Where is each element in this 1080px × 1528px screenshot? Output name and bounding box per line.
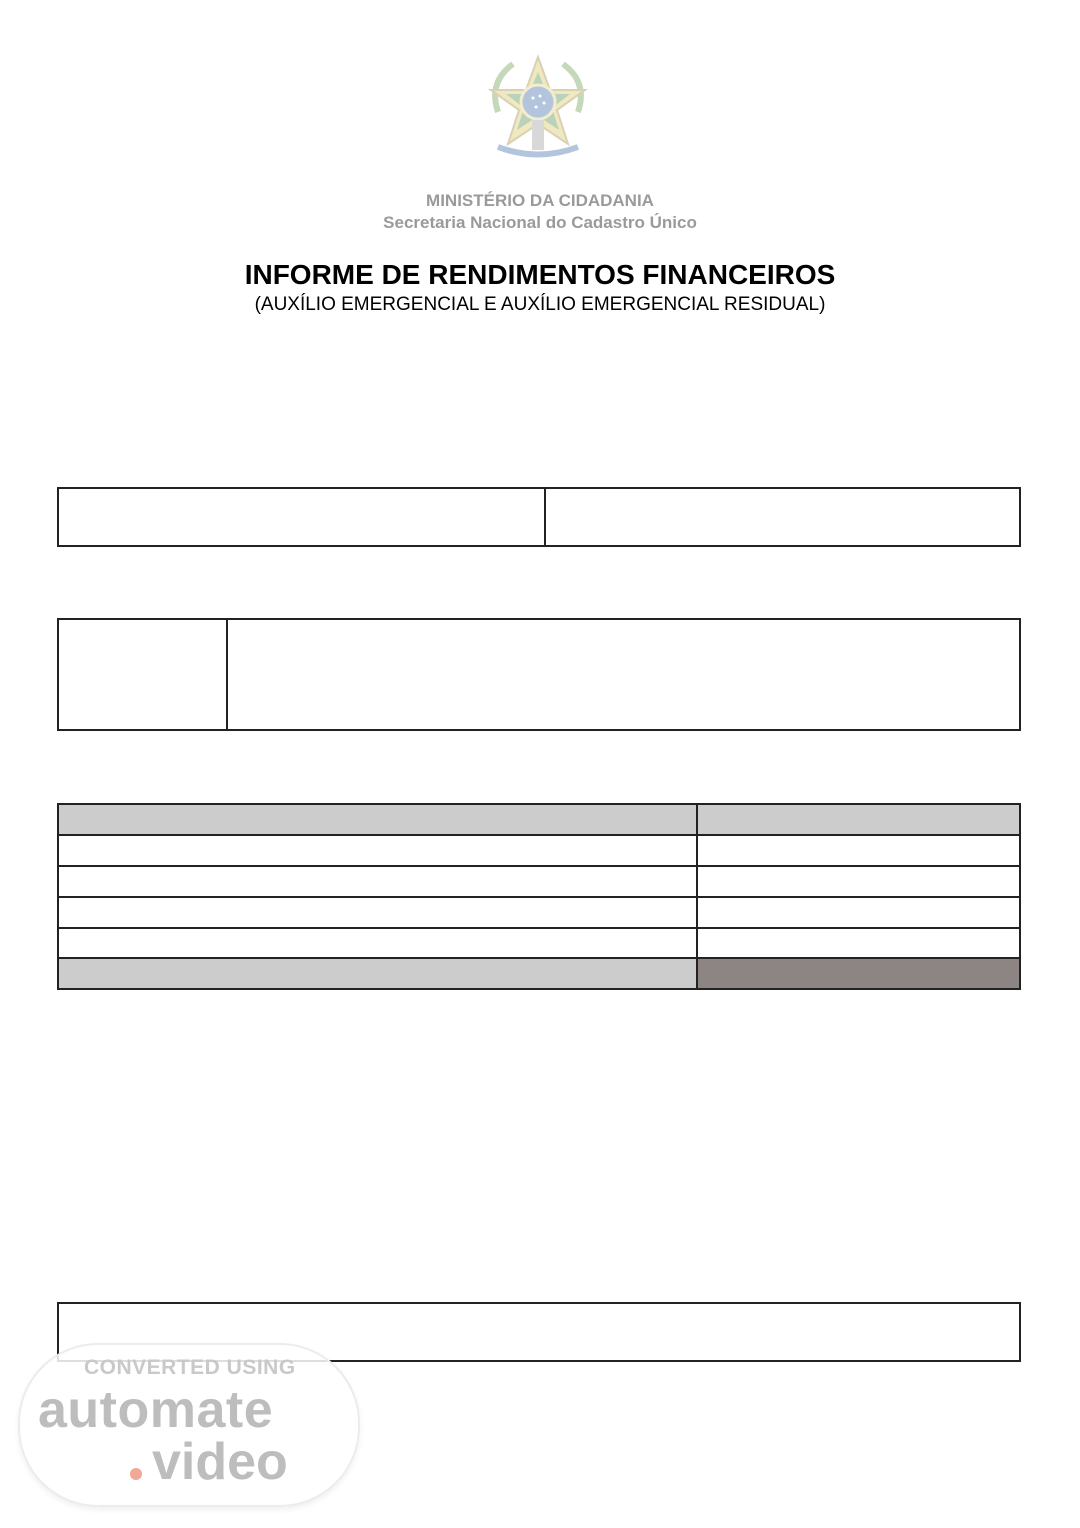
coat-of-arms-emblem xyxy=(478,52,598,167)
table-header-row xyxy=(59,805,1019,834)
secretariat-name: Secretaria Nacional do Cadastro Único xyxy=(383,213,697,232)
watermark-dot xyxy=(130,1468,142,1480)
ministry-name: MINISTÉRIO DA CIDADANIA xyxy=(426,191,654,210)
table-row-divider xyxy=(57,865,1021,867)
beneficiary-info-box xyxy=(57,487,1021,547)
watermark-caption: CONVERTED USING xyxy=(84,1356,296,1379)
table-row-divider xyxy=(57,927,1021,929)
source-info-divider xyxy=(226,618,228,731)
table-total-label-cell xyxy=(59,959,697,988)
watermark-brand: automate xyxy=(38,1381,274,1439)
table-column-divider xyxy=(696,803,698,990)
ministry-header xyxy=(0,190,1080,234)
table-row-divider xyxy=(57,896,1021,898)
document-title: INFORME DE RENDIMENTOS FINANCEIROS xyxy=(244,259,836,290)
beneficiary-info-divider xyxy=(544,487,546,547)
document-subtitle: (AUXÍLIO EMERGENCIAL E AUXÍLIO EMERGENCIAL RESIDUAL) xyxy=(254,294,826,315)
source-info-box xyxy=(57,618,1021,731)
table-total-value-cell xyxy=(697,959,1019,988)
table-row-divider xyxy=(57,834,1021,836)
watermark-suffix: video xyxy=(152,1433,288,1491)
